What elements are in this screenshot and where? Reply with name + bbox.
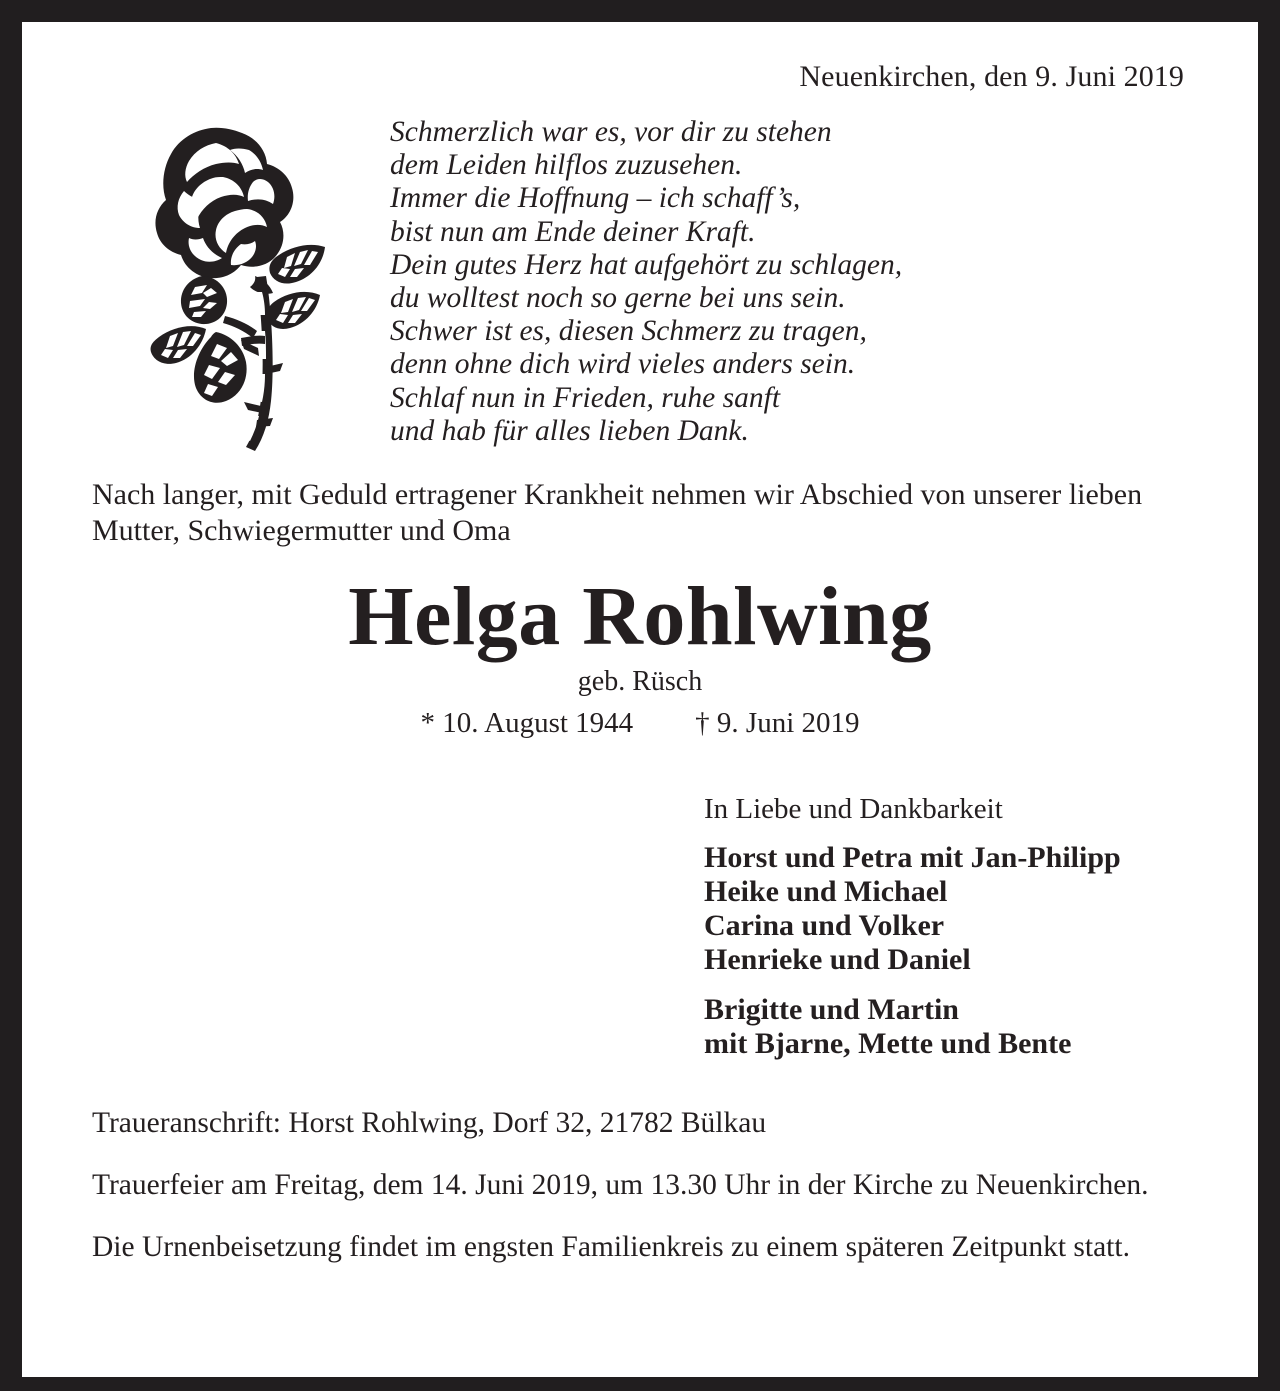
family-block [90, 791, 1190, 1061]
funeral-service-info: Trauerfeier am Freitag, dem 14. Juni 2019, um 13.30 Uhr in der Kirche zu Neuenkirchen. [92, 1169, 1149, 1201]
poem-line: denn ohne dich wird vieles anders sein. [390, 348, 856, 381]
memorial-poem [390, 112, 1190, 448]
family-member-line: Heike und Michael [704, 875, 948, 908]
place-and-date: Neuenkirchen, den 9. Juni 2019 [799, 60, 1184, 93]
service-details [90, 1105, 1190, 1265]
poem-line: Schmerzlich war es, vor dir zu stehen [390, 116, 832, 148]
mourning-address: Traueranschrift: Horst Rohlwing, Dorf 32, 21782 Bülkau [92, 1107, 767, 1139]
burial-info: Die Urnenbeisetzung findet im engsten Familienkreis zu einem späteren Zeitpunkt statt. [92, 1231, 1130, 1263]
family-member-line: Brigitte und Martin [704, 993, 959, 1026]
rose-icon [145, 116, 335, 461]
poem-line: dem Leiden hilflos zuzusehen. [390, 149, 743, 182]
poem-line: Schwer ist es, diesen Schmerz zu tragen, [390, 315, 867, 348]
rose-illustration-cell [90, 112, 390, 461]
deceased-name-block [90, 571, 1190, 741]
poem-line: du wolltest noch so gerne bei uns sein. [390, 282, 846, 315]
poem-line: Schlaf nun in Frieden, ruhe sanft [390, 381, 781, 414]
announcement-text: Nach langer, mit Geduld ertragener Krankheit nehmen wir Abschied von unserer lieben Mutter, Schwiegermutter und Oma [92, 478, 1143, 547]
maiden-name: geb. Rüsch [577, 666, 703, 697]
rose-and-poem-band [90, 112, 1190, 461]
family-member-line: Carina und Volker [704, 909, 945, 942]
death-date: † 9. Juni 2019 [695, 707, 860, 739]
poem-line: Dein gutes Herz hat aufgehört zu schlagen, [390, 248, 903, 281]
poem-line: und hab für alles lieben Dank. [390, 414, 749, 447]
family-group [704, 993, 1190, 1061]
family-member-line: Horst und Petra mit Jan-Philipp [704, 841, 1121, 874]
poem-line: Immer die Hoffnung – ich schaff’s, [390, 182, 801, 215]
family-member-line: Henrieke und Daniel [704, 943, 971, 976]
obituary-sheet [22, 22, 1258, 1377]
page-title: Helga Rohlwing [348, 570, 932, 663]
family-lead-text: In Liebe und Dankbarkeit [704, 793, 1003, 825]
family-group [704, 841, 1190, 977]
birth-date: * 10. August 1944 [420, 707, 634, 739]
family-member-line: mit Bjarne, Mette und Bente [704, 1027, 1072, 1060]
poem-line: bist nun am Ende deiner Kraft. [390, 215, 756, 248]
life-dates [90, 705, 1190, 741]
